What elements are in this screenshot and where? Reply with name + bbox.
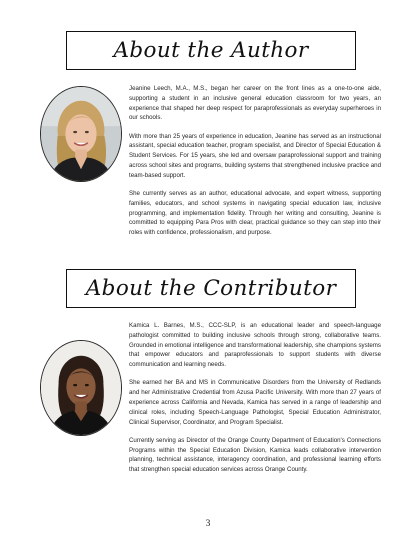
author-heading: About the Author <box>113 38 309 63</box>
author-bio <box>129 84 381 246</box>
page-number: 3 <box>205 519 211 529</box>
contributor-heading: About the Contributor <box>85 276 337 301</box>
author-heading-box <box>66 31 356 70</box>
contributor-bio-paragraph: She earned her BA and MS in Communicative Disorders from the University of Redlands and her Administrative Credential from Azusa Pacific University. With more than 27 years of experience across California and Nevada, Kamica has served in a range of leadership and clinical roles, including Speech-Language Pathologist, Special Education Administrator, Clinical Supervisor, Coordinator, and Program Specialist. <box>129 379 381 426</box>
contributor-bio <box>129 321 381 483</box>
author-bio-paragraph: With more than 25 years of experience in education, Jeanine has served as an instructional assistant, special education teacher, program specialist, and Director of Special Education & Student Services. For 15 years, she led and oversaw paraprofessional support and training across school sites and programs, building systems that strengthened inclusive practice and team-based support. <box>129 132 381 179</box>
contributor-bio-paragraph: Kamica L. Barnes, M.S., CCC-SLP, is an educational leader and speech-language pathologist committed to building inclusive schools through strong, collaborative teams. Grounded in emotional intelligence and transformational leadership, she champions systems that empower educators and paraprofessionals to support students with diverse communication and learning needs. <box>129 322 381 369</box>
author-bio-paragraph: Jeanine Leech, M.A., M.S., began her career on the front lines as a one-to-one aide, supporting a student in an inclusive general education classroom for two years, an experience that shaped her deep respect for paraprofessionals as everyday superheroes in our schools. <box>129 85 381 122</box>
contributor-bio-paragraph: Currently serving as Director of the Orange County Department of Education's Connections Programs within the Special Education Division, Kamica leads collaborative intervention planning, technical assistance, interagency coordination, and professional learning efforts that strengthen special education services across Orange County. <box>129 436 381 474</box>
author-bio-paragraph: She currently serves as an author, educational advocate, and expert witness, supporting families, educators, and school systems in navigating special education law, inclusive programming, and implementation fidelity. Through her writing and consulting, Jeanine is committed to equipping Para Pros with clear, practical guidance so they can step into their roles with confidence, professionalism, and purpose. <box>129 189 381 237</box>
author-photo <box>40 86 122 182</box>
contributor-heading-box <box>66 269 356 308</box>
contributor-photo <box>40 340 122 436</box>
